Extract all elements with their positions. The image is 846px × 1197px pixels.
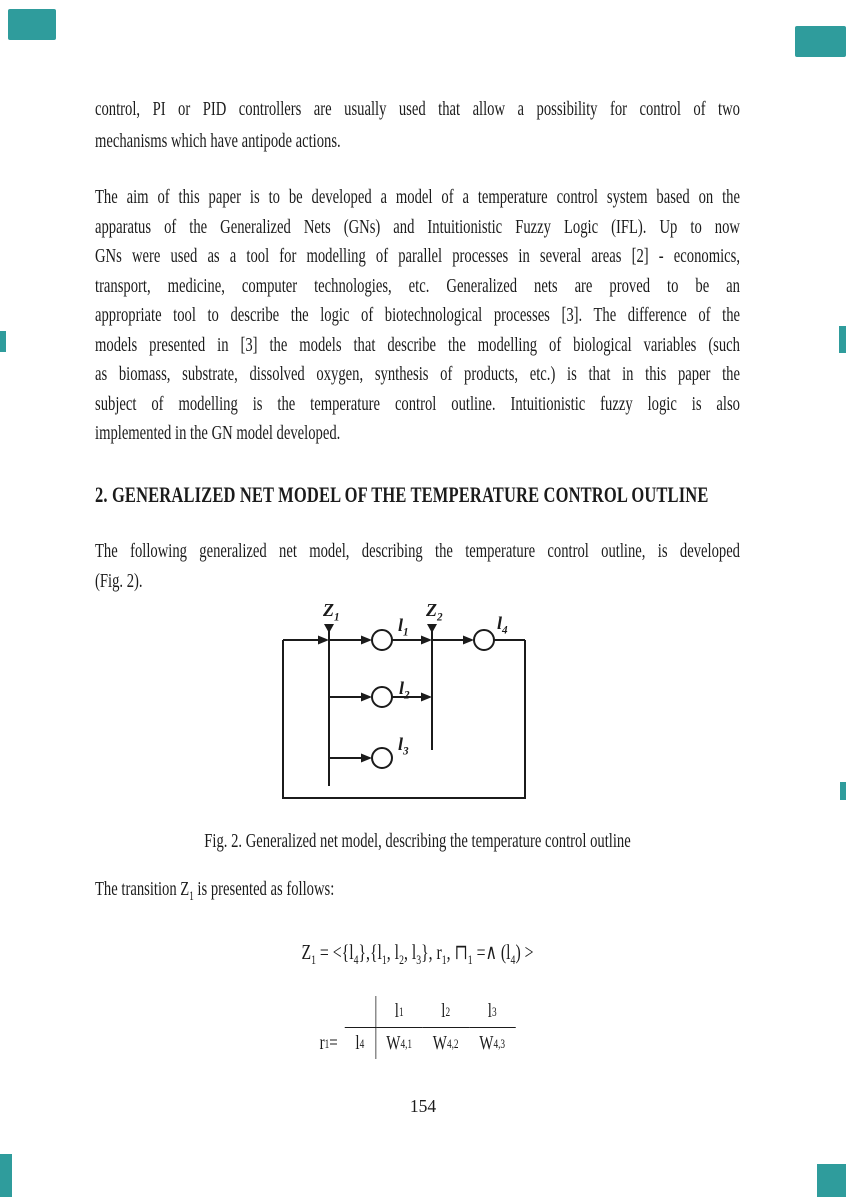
place-l1 bbox=[372, 630, 392, 650]
matrix-header: l 2 bbox=[422, 996, 469, 1028]
paragraph-intro bbox=[95, 94, 740, 158]
text-line: The aim of this paper is to be developed a model of a temperature control system based on the bbox=[95, 187, 740, 208]
text-line: as biomass, substrate, dissolved oxygen, synthesis of products, etc.) is that in this paper the bbox=[95, 364, 740, 385]
page-number: 154 bbox=[409, 1096, 437, 1116]
scan-artifact-left-edge bbox=[0, 331, 6, 352]
text-line: GNs were used as a tool for modelling of parallel processes in several areas [2] - economics, bbox=[95, 246, 740, 267]
paragraph-figure-intro bbox=[95, 537, 740, 596]
label-z2: $Z_2$ bbox=[426, 600, 443, 624]
text-line: (Fig. 2). bbox=[95, 570, 143, 592]
place-l2 bbox=[372, 687, 392, 707]
transition-sentence: The transition $Z_1$ is presented as follows: bbox=[95, 879, 335, 903]
feedback-loop-box bbox=[283, 640, 525, 798]
place-l4 bbox=[474, 630, 494, 650]
r1-index-matrix bbox=[320, 996, 516, 1059]
z2-marker-triangle bbox=[427, 624, 437, 633]
z1-marker-triangle bbox=[324, 624, 334, 633]
matrix-cell: W 4,1 bbox=[386, 1032, 413, 1054]
r1-lhs: r 1 = bbox=[319, 1032, 338, 1054]
paragraph-aim bbox=[95, 183, 740, 449]
figure-caption: Fig. 2. Generalized net model, describing the temperature control outline bbox=[204, 831, 631, 852]
text-line: appropriate tool to describe the logic of biotechnological processes [3]. The difference of the bbox=[95, 305, 740, 326]
text-line: control, PI or PID controllers are usually used that allow a possibility for control of two bbox=[95, 99, 740, 120]
label-l2: $l_2$ bbox=[399, 678, 410, 702]
generalized-net-diagram bbox=[278, 598, 530, 804]
label-l4: $l_4$ bbox=[497, 613, 508, 637]
scan-artifact-top-left bbox=[8, 9, 56, 40]
text-line: apparatus of the Generalized Nets (GNs) and Intuitionistic Fuzzy Logic (IFL). Up to now bbox=[95, 216, 740, 238]
r1-matrix-wrap bbox=[95, 996, 740, 1059]
label-l1: $l_1$ bbox=[398, 615, 409, 639]
text-line: transport, medicine, computer technologies, etc. Generalized nets are proved to be an bbox=[95, 275, 740, 297]
scan-artifact-bottom-left bbox=[0, 1154, 12, 1197]
scan-artifact-right-edge bbox=[839, 326, 846, 353]
matrix-cell: W 4,3 bbox=[479, 1032, 506, 1054]
text-line: models presented in [3] the models that describe the modelling of biological variables (such bbox=[95, 334, 740, 356]
text-line: The following generalized net model, describing the temperature control outline, is developed bbox=[95, 541, 740, 562]
label-z1: $Z_1$ bbox=[323, 600, 340, 624]
scan-artifact-right-lower bbox=[840, 782, 846, 800]
place-l3 bbox=[372, 748, 392, 768]
matrix-row-label: l 4 bbox=[344, 1028, 376, 1059]
matrix-corner-cell bbox=[344, 996, 376, 1028]
matrix-header: l 3 bbox=[469, 996, 516, 1028]
r1-grid bbox=[344, 996, 515, 1059]
text-line: implemented in the GN model developed. bbox=[95, 423, 341, 444]
scan-artifact-top-right bbox=[795, 26, 846, 57]
scan-artifact-bottom-right bbox=[817, 1164, 846, 1197]
matrix-header: l 1 bbox=[376, 996, 423, 1028]
text-line: subject of modelling is the temperature control outline. Intuitionistic fuzzy logic is also bbox=[95, 393, 740, 415]
section-heading: 2. GENERALIZED NET MODEL OF THE TEMPERATURE CONTROL OUTLINE bbox=[95, 482, 709, 507]
label-l3: $l_3$ bbox=[398, 734, 409, 758]
matrix-cell: W 4,2 bbox=[432, 1032, 459, 1054]
z1-formula: $Z_1 = <\{l_4\},\{l_1$, $l_2$, $l_3$}, $r_1$, $⊓_1$ =∧ $(l_4)$ > bbox=[301, 940, 534, 968]
text-line: mechanisms which have antipode actions. bbox=[95, 131, 341, 152]
